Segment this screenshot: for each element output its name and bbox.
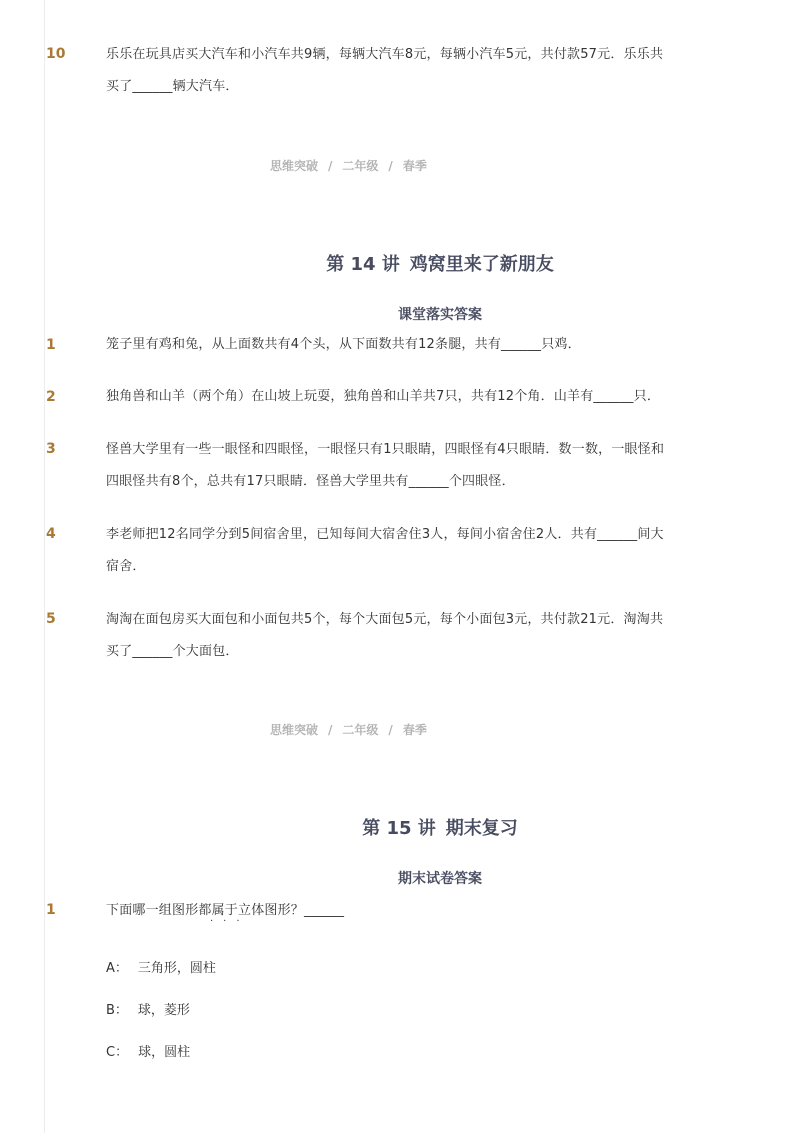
footer-separator: / [328,159,333,173]
question-line: 买了______个大面包． [106,644,239,659]
option-letter: A： [106,961,128,976]
footer-separator: / [388,723,393,737]
lecture-number: 第 15 讲 [362,818,436,839]
option-text: 三角形，圆柱 [137,961,216,976]
footer-separator: / [388,159,393,173]
page-footer [270,157,427,174]
option-c [106,1041,190,1060]
question-line: 李老师把12名同学分到5间宿舍里，已知每间大宿舍住3人，每间小宿舍住2人．共有______间大 [106,527,664,542]
option-text: 球，圆柱 [138,1045,191,1060]
question-text [106,604,718,668]
lecture-name: 鸡窝里来了新朋友 [409,254,554,275]
question-number: 10 [46,46,66,62]
question-line: 乐乐在玩具店买大汽车和小汽车共9辆，每辆大汽车8元，每辆小汽车5元，共付款57元．乐乐共 [106,47,664,62]
question-text [106,519,718,583]
question-text [106,39,718,103]
section-subtitle: 期末试卷答案 [398,871,482,887]
footer-grade: 二年级 [342,723,379,737]
section-subtitle: 课堂落实答案 [398,307,482,323]
question-number: 2 [46,389,56,405]
question-number: 1 [46,902,56,918]
question-line: 宿舍． [106,559,146,574]
question-text [106,381,718,413]
question-line: 笼子里有鸡和兔，从上面数共有4个头，从下面数共有12条腿，共有______只鸡． [106,337,581,352]
question-line: 怪兽大学里有一些一眼怪和四眼怪，一眼怪只有1只眼睛，四眼怪有4只眼睛．数一数，一眼怪和 [106,442,665,457]
option-letter: C： [106,1045,129,1060]
question-line: 买了______辆大汽车． [106,79,239,94]
lecture-title [40,814,800,840]
question-line: 下面哪一组图形都属于立体图形？______ [106,903,345,918]
question-number: 1 [46,337,56,353]
emphasis-dots: ··· [210,916,250,927]
question-line: 四眼怪共有8个，总共有17只眼睛．怪兽大学里共有______个四眼怪． [106,474,515,489]
option-text: 球，菱形 [137,1003,190,1018]
lecture-number: 第 14 讲 [326,254,400,275]
option-a [106,957,216,976]
question-number: 4 [46,526,56,542]
option-b [106,999,190,1018]
footer-grade: 二年级 [342,159,379,173]
question-text [106,329,718,361]
question-number: 3 [46,441,56,457]
footer-separator: / [328,723,333,737]
page-footer [270,721,427,738]
footer-term: 春季 [402,159,427,173]
lecture-title [40,250,800,276]
question-line: 淘淘在面包房买大面包和小面包共5个，每个大面包5元，每个小面包3元，共付款21元．淘淘共 [106,612,664,627]
question-number: 5 [46,611,56,627]
footer-course: 思维突破 [270,723,319,737]
question-line: 独角兽和山羊（两个角）在山坡上玩耍，独角兽和山羊共7只，共有12个角．山羊有______只． [106,389,661,404]
left-margin-rule [44,0,45,1133]
footer-term: 春季 [402,723,427,737]
footer-course: 思维突破 [270,159,319,173]
lecture-name: 期末复习 [445,818,518,839]
question-text [106,434,718,498]
option-letter: B： [106,1003,128,1018]
question-text [106,895,718,927]
